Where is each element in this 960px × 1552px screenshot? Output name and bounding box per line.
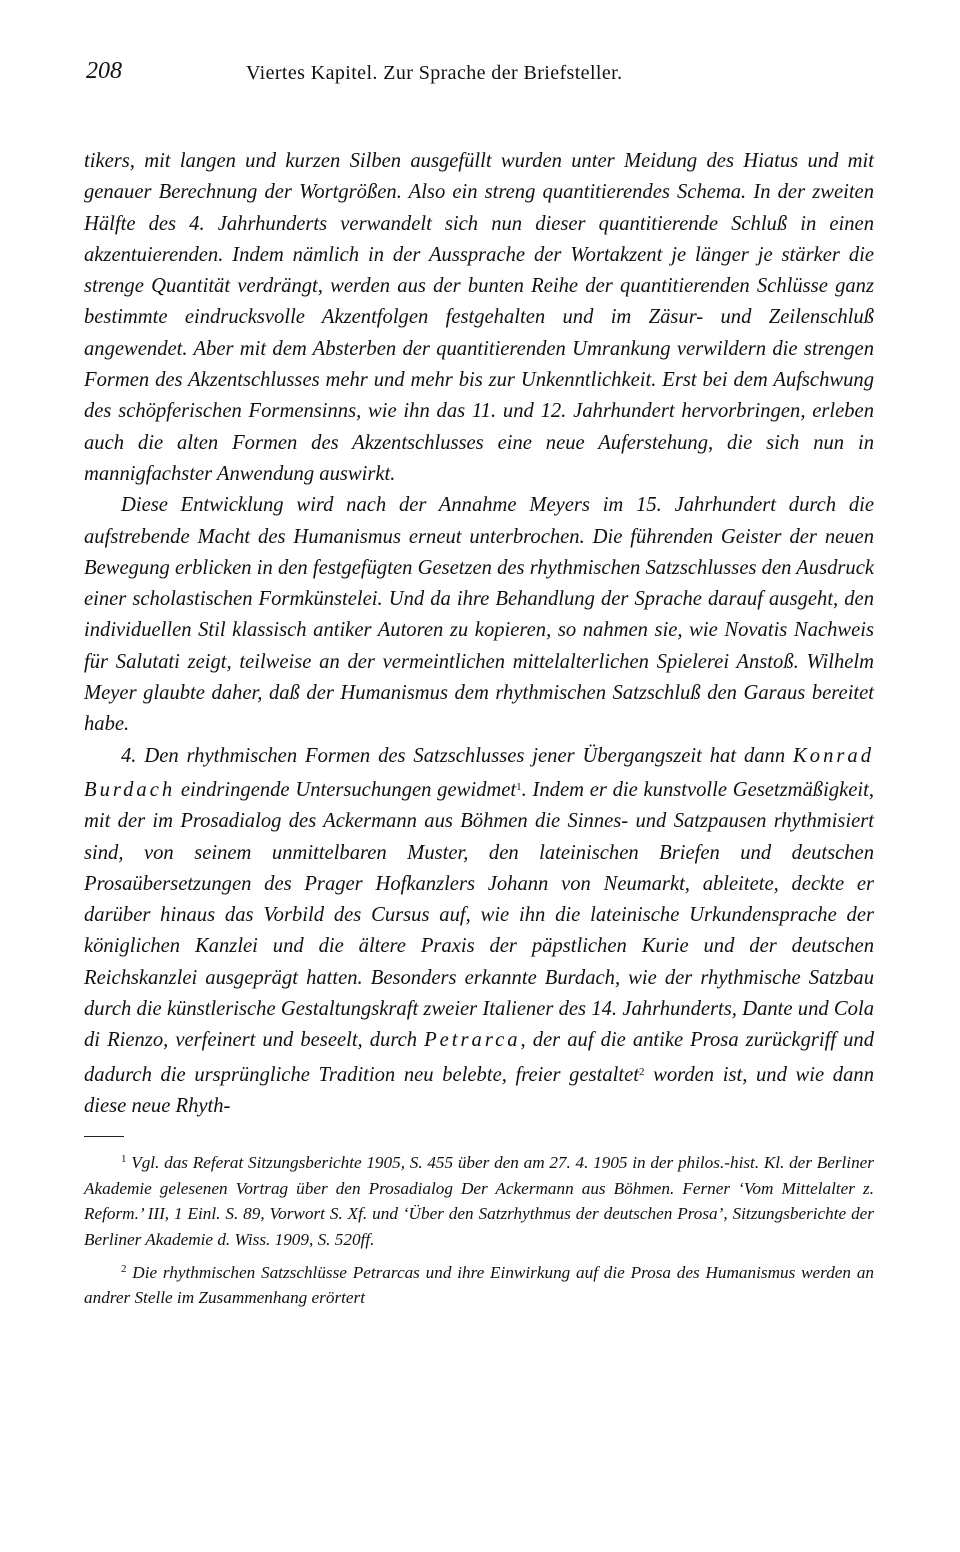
author-name-spaced: Konrad Burdach [84,744,874,801]
footnote-number: 2 [121,1262,127,1275]
running-head [84,58,874,94]
page-number: 208 [86,58,122,84]
paragraph-text: . Indem er die kunstvolle Gesetzmäßigkeit, mit der im Prosadialog des Ackermann aus Böhmen die Sinnes- und Satzpausen rhythmisiert sind, von seinem unmittelbaren Muster, den lateinischen Briefen und deutschen Prosaübersetzungen des Prager Hofkanzlers Johann von Neumarkt, ableitete, deckte er darüber hinaus das Vorbild des Cursus auf, wie ihn die lateinische Urkundensprache der königlichen Kanzlei und die ältere Praxis der päpstlichen Kurie und der deutschen Reichskanzlei ausgeprägt hatten. Besonders erkannte Burdach, wie der rhythmische Satzbau durch die künstlerische Gestaltungskraft zweier Italiener des 14. Jahrhunderts, Dante und Cola di Rienzo, verfeinert und beseelt, durch [84,778,874,1052]
footnote [84,1147,874,1252]
paragraph [84,741,874,1123]
author-name-spaced: Petrarca [424,1029,521,1052]
paragraph-text: eindringende Untersuchungen gewidmet [175,778,517,801]
footnote-text: Vgl. das Referat Sitzungsberichte 1905, S. 455 über den am 27. 4. 1905 in der philos.-hist. Kl. der Berliner Akademie gelesenen Vortrag über den Prosadialog Der Ackermann aus Böhmen. Ferner ‘Vom Mittelalter z. Reform.’ III, 1 Einl. S. 89, Vorwort S. Xf. und ‘Über den Satzrhythmus der deutschen Prosa’, Sitzungsberichte der Berliner Akademie d. Wiss. 1909, S. 520ff. [84,1153,874,1249]
footnotes [84,1147,874,1311]
footnote-marker: 2 [638,1065,645,1078]
footnote-number: 1 [121,1153,127,1166]
paragraph: Diese Entwicklung wird nach der Annahme Meyers im 15. Jahrhundert durch die aufstrebende Macht des Humanismus erneut unterbrochen. Die führenden Geister der neuen Bewegung erblicken in den festgefügten Gesetzen des rhythmischen Satzschlusses den Ausdruck einer scholastischen Formkünstelei. Und da ihre Behandlung der Sprache darauf ausgeht, den individuellen Stil klassisch antiker Autoren zu kopieren, so nahmen sie, wie Novatis Nachweis für Salutati zeigt, teilweise an der vermeintlichen mittelalterlichen Spielerei Anstoß. Wilhelm Meyer glaubte daher, daß der Humanismus dem rhythmischen Satzschluß den Garaus bereitet habe. [84,494,874,736]
body-text [84,146,874,1122]
footnote-marker: 1 [516,780,522,793]
footnote-text: Die rhythmischen Satzschlüsse Petrarcas und ihre Einwirkung auf die Prosa des Humanismus werden an andrer Stelle im Zusammenhang erörtert [84,1262,875,1308]
paragraph-text: , der auf die antike Prosa zurückgriff und dadurch die ursprüngliche Tradition neu belebte, freier gestaltet [84,1029,874,1086]
paragraph: tikers, mit langen und kurzen Silben ausgefüllt wurden unter Meidung des Hiatus und mit genauer Berechnung der Wortgrößen. Also ein streng quantitierendes Schema. In der zweiten Hälfte des 4. Jahrhunderts verwandelt sich nun dieser quantitierende Schluß in einen akzentuierenden. Indem nämlich in der Aussprache der Wortakzent je länger je stärker die strenge Quantität verdrängt, werden aus der bunten Reihe der quantitierenden Schlüsse ganz bestimmte eindrucksvolle Akzentfolgen festgehalten und im Zäsur- und Zeilenschluß angewendet. Aber mit dem Absterben der quantitierenden Umrankung verwildern die strengen Formen des Akzentschlusses mehr und mehr bis zur Unkenntlichkeit. Erst bei dem Aufschwung des schöpferischen Formensinns, wie ihn das 11. und 12. Jahrhundert hervorbringen, erleben auch die alten Formen des Akzentschlusses eine neue Auferstehung, die sich nun in mannigfachster Anwendung auswirkt. [84,150,874,485]
chapter-title: Viertes Kapitel. Zur Sprache der Briefsteller. [246,62,623,84]
paragraph-text: worden ist, und wie dann diese neue Rhyth- [84,1063,874,1117]
footnote [84,1257,874,1311]
footnote-separator [84,1136,124,1137]
paragraph-text: 4. Den rhythmischen Formen des Satzschlusses jener Übergangszeit hat dann [121,744,794,767]
